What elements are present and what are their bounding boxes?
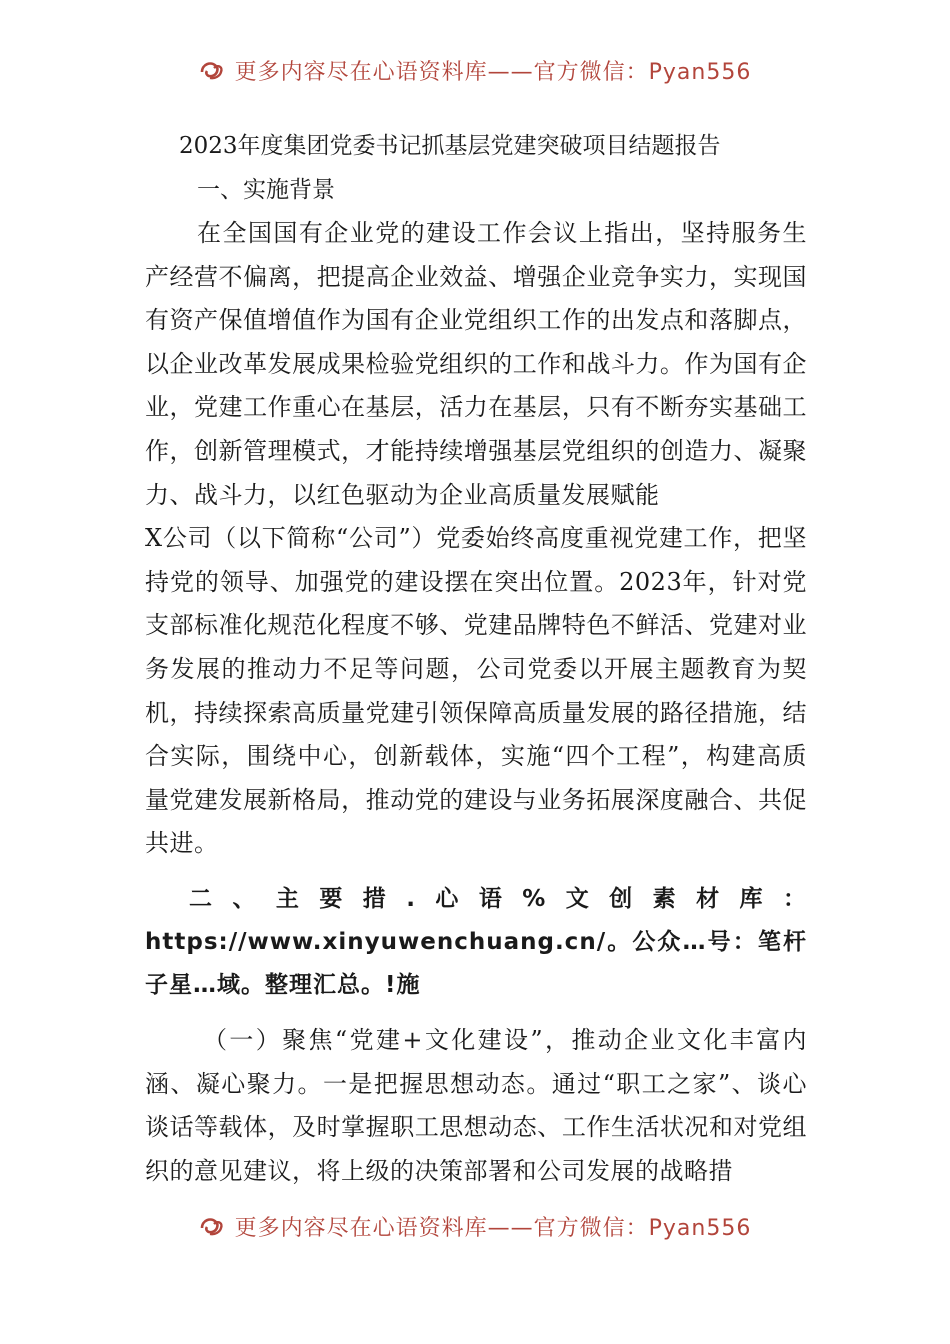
section-heading-measures: 二、主要措.心语%文创素材库：https://www.xinyuwenchuang.cn/。公众…号：笔杆子星…域。整理汇总。!施: [145, 885, 807, 998]
paragraph-background-2: X公司（以下简称“公司”）党委始终高度重视党建工作，把坚持党的领导、加强党的建设摆在突出位置。2023年，针对党支部标准化规范化程度不够、党建品牌特色不鲜活、党建对业务发展的推动力不足等问题，公司党委以开展主题教育为契机，持续探索高质量党建引领保障高质量发展的路径措施，结合实际，围绕中心，创新载体，实施“四个工程”，构建高质量党建发展新格局，推动党的建设与业务拓展深度融合、共促共进。: [145, 524, 807, 858]
paragraph-measures-1: （一）聚焦“党建+文化建设”，推动企业文化丰富内涵、凝心聚力。一是把握思想动态。通过“职工之家”、谈心谈话等载体，及时掌握职工思想动态、工作生活状况和对党组织的意见建议，将上级的决策部署和公司发展的战略措: [145, 1025, 807, 1185]
watermark-top: [0, 50, 950, 90]
watermark-bottom: [0, 1206, 950, 1246]
watermark-text: 更多内容尽在心语资料库——官方微信：Pyan556: [234, 59, 752, 85]
watermark-text: 更多内容尽在心语资料库——官方微信：Pyan556: [234, 1215, 752, 1241]
paragraph-background-1: 在全国国有企业党的建设工作会议上指出，坚持服务生产经营不偏离，把提高企业效益、增强企业竞争实力，实现国有资产保值增值作为国有企业党组织工作的出发点和落脚点，以企业改革发展成果检验党组织的工作和战斗力。作为国有企业，党建工作重心在基层，活力在基层，只有不断夯实基础工作，创新管理模式，才能持续增强基层党组织的创造力、凝聚力、战斗力，以红色驱动为企业高质量发展赋能: [145, 219, 807, 509]
document-body: [145, 124, 807, 1193]
section-heading-background: 一、实施背景: [197, 177, 335, 203]
document-title: 2023年度集团党委书记抓基层党建突破项目结题报告: [179, 133, 721, 159]
watermark-logo-icon: [199, 58, 225, 82]
watermark-logo-icon: [199, 1214, 225, 1238]
